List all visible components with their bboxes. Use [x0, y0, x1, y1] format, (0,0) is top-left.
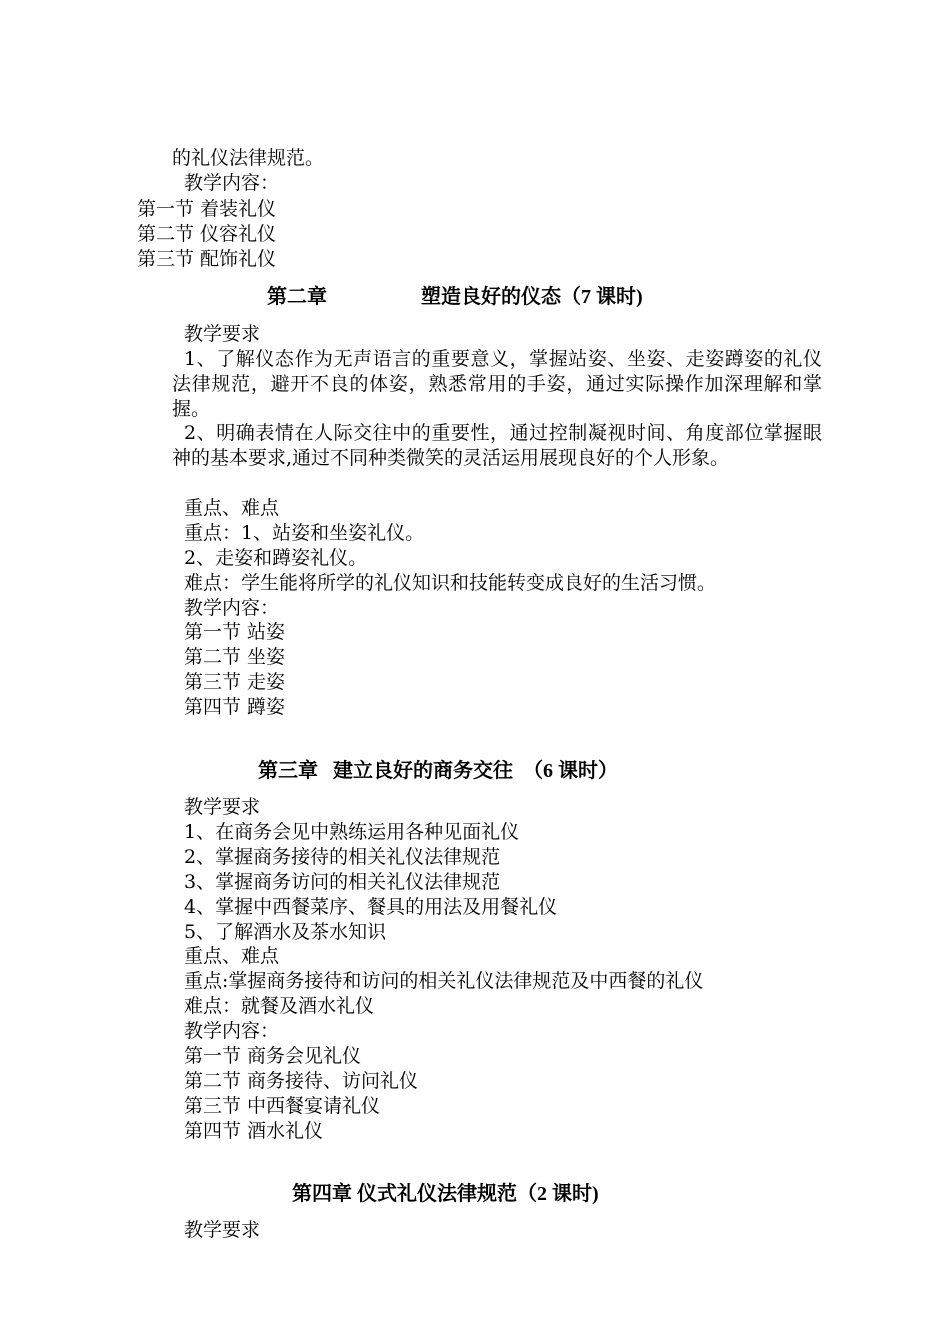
section-item: 第四节 酒水礼仪 — [184, 1120, 324, 1142]
section-item: 第二节 商务接待、访问礼仪 — [184, 1070, 419, 1092]
section-item: 第三节 走姿 — [184, 671, 286, 693]
requirement-item: 5、了解酒水及茶水知识 — [184, 921, 387, 943]
requirement-item: 2、掌握商务接待的相关礼仪法律规范 — [184, 846, 501, 868]
section-item: 第二节 坐姿 — [184, 646, 286, 668]
content-label: 教学内容： — [184, 597, 280, 619]
requirements-label: 教学要求 — [184, 796, 261, 818]
chapter-heading: 第四章 仪式礼仪法律规范（2 课时) — [292, 1183, 599, 1205]
focus-label: 重点、难点 — [184, 497, 280, 519]
section-item: 第四节 蹲姿 — [184, 696, 286, 718]
section-item: 第三节 配饰礼仪 — [137, 248, 277, 270]
requirements-label: 教学要求 — [184, 1219, 261, 1241]
requirement-paragraph: 1、了解仪态作为无声语言的重要意义，掌握站姿、坐姿、走姿蹲姿的礼仪法律规范，避开不良的体姿，熟悉常用的手姿，通过实际操作加深理解和掌握。 — [172, 348, 822, 420]
chapter-heading: 第三章 建立良好的商务交往 （6 课时） — [258, 760, 618, 782]
requirement-item: 3、掌握商务访问的相关礼仪法律规范 — [184, 871, 501, 893]
content-label: 教学内容： — [184, 172, 280, 194]
chapter-title: 塑造良好的仪态（7 课时) — [421, 286, 643, 308]
continued-text: 的礼仪法律规范。 — [172, 147, 325, 169]
difficulty-point: 难点：学生能将所学的礼仪知识和技能转变成良好的生活习惯。 — [184, 572, 717, 594]
chapter-number: 第二章 — [267, 286, 327, 308]
difficulty-point: 难点：就餐及酒水礼仪 — [184, 995, 375, 1017]
requirements-label: 教学要求 — [184, 323, 261, 345]
focus-point: 2、走姿和蹲姿礼仪。 — [184, 547, 368, 569]
section-item: 第三节 中西餐宴请礼仪 — [184, 1095, 381, 1117]
section-item: 第二节 仪容礼仪 — [137, 223, 277, 245]
section-item: 第一节 站姿 — [184, 621, 286, 643]
section-item: 第一节 着装礼仪 — [137, 198, 277, 220]
content-label: 教学内容： — [184, 1020, 280, 1042]
focus-point: 重点：1、站姿和坐姿礼仪。 — [184, 522, 425, 544]
requirement-item: 4、掌握中西餐菜序、餐具的用法及用餐礼仪 — [184, 896, 558, 918]
focus-point: 重点:掌握商务接待和访问的相关礼仪法律规范及中西餐的礼仪 — [184, 970, 704, 992]
focus-label: 重点、难点 — [184, 945, 280, 967]
requirement-item: 1、在商务会见中熟练运用各种见面礼仪 — [184, 821, 520, 843]
section-item: 第一节 商务会见礼仪 — [184, 1045, 362, 1067]
requirement-paragraph: 2、明确表情在人际交往中的重要性，通过控制凝视时间、角度部位掌握眼神的基本要求,通过不同种类微笑的灵活运用展现良好的个人形象。 — [172, 422, 822, 469]
